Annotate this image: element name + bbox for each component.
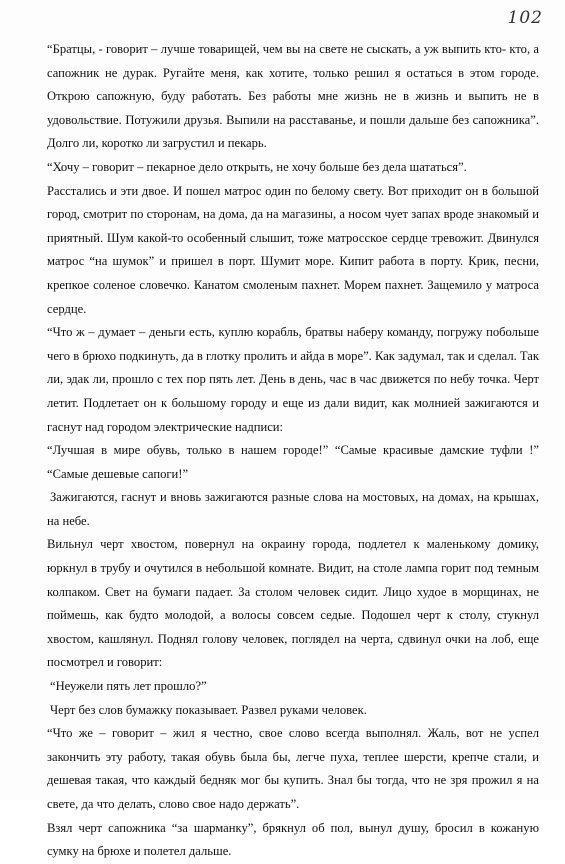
page-number: 102	[507, 8, 543, 28]
paragraph: “Хочу – говорит – пекарное дело открыть, не хочу больше без дела шататься”.	[47, 159, 467, 174]
paragraph: Взял черт сапожника “за шарманку”, брякнул об пол, вынул душу, бросил в кожаную сумку на брюхе и полетел дальше.	[47, 820, 539, 859]
document-body	[47, 38, 539, 864]
paragraph: “Что ж – думает – деньги есть, куплю корабль, братвы наберу команду, погружу побольше чего в брюхо подкинуть, да в глотку пролить и айда в море”. Как задумал, так и сделал. Так ли, эдак ли, прошло с тех пор пять лет. День в день, час в час движется по небу точка. Черт летит. Подлетает он к большому городу и еще из дали видит, как молнией зажигаются и гаснут над городом электрические надписи:	[47, 325, 539, 434]
paragraph: “Лучшая в мире обувь, только в нашем городе!” “Самые красивые дамские туфли !” “Самые дешевые сапоги!”	[47, 443, 539, 481]
paragraph: Вильнул черт хвостом, повернул на окраину города, подлетел к маленькому домику, юркнул в трубу и очутился в небольшой комнате. Видит, на столе лампа горит под темным колпаком. Свет на бумаги падает. За столом человек сидит. Лицо худое в морщинах, не поймешь, как будто молодой, а волосы совсем седые. Подошел черт к столу, стукнул хвостом, кашлянул. Поднял голову человек, поглядел на черта, сдвинул очки на лоб, еще посмотрел и говорит:	[47, 537, 539, 670]
paragraph: Зажигаются, гаснут и вновь зажигаются разные слова на мостовых, на домах, на крышах, на небе.	[47, 490, 539, 528]
paragraph: “Что же – говорит – жил я честно, свое слово всегда выполнял. Жаль, вот не успел закончить эту работу, такая обувь была бы, легче пуха, теплее шерсти, крепче стали, и дешевая такая, что каждый бедняк мог бы купить. Знал бы тогда, что не зря прожил я на свете, да что делать, слово свое надо держать”.	[47, 726, 539, 811]
paragraph: “Братцы, - говорит – лучше товарищей, чем вы на свете не сыскать, а уж выпить кто- кто, а сапожник не дурак. Ругайте меня, как хотите, только решил я остаться в этом городе. Открою сапожную, буду работать. Без работы мне жизнь не в жизнь и выпить не в удовольствие. Потужили друзья. Выпили на расставанье, и пошли дальше без сапожника”. Долго ли, коротко ли загрустил и пекарь.	[47, 42, 539, 151]
paragraph: “Неужели пять лет прошло?”	[50, 679, 207, 694]
paragraph: Расстались и эти двое. И пошел матрос один по белому свету. Вот приходит он в большой город, смотрит по сторонам, на дома, да на магазины, а носом чует запах вроде знакомый и приятный. Шум какой-то особенный слышит, тоже матросское сердце тревожит. Двинулся матрос “на шумок” и пришел в порт. Шумит море. Кипит работа в порту. Крик, песни, крепкое соленое словечко. Канатом смоленым пахнет. Морем пахнет. Защемило у матроса сердце.	[47, 183, 539, 316]
paragraph: Черт без слов бумажку показывает. Развел руками человек.	[50, 702, 367, 717]
